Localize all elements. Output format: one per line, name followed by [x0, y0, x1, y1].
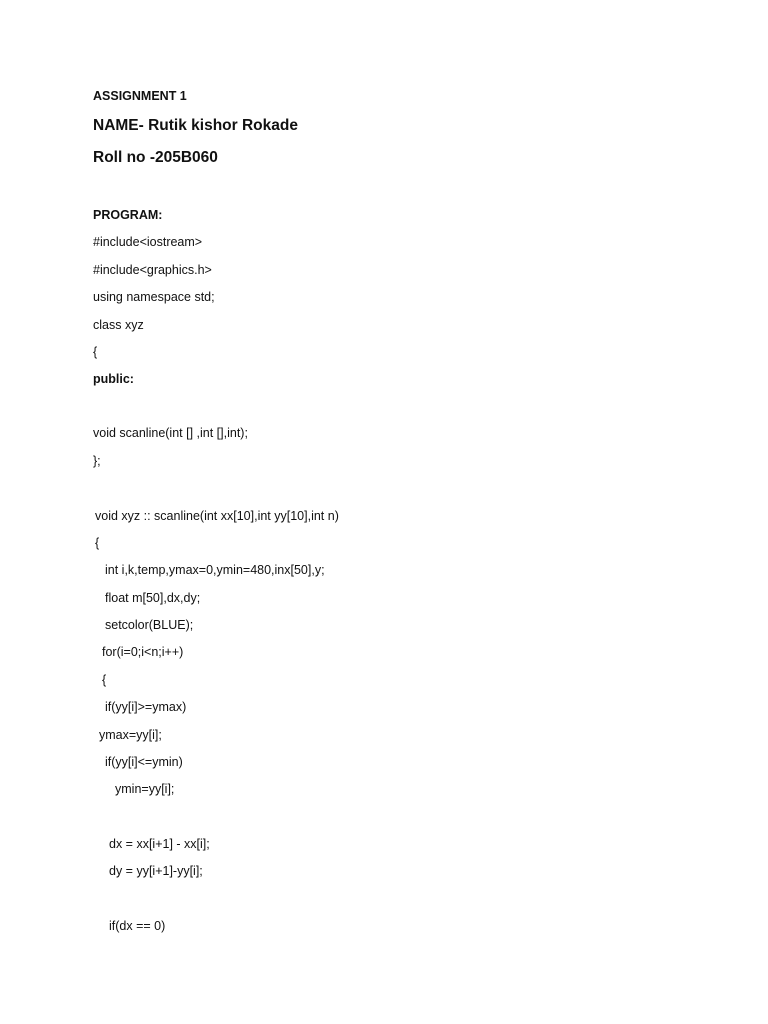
code-line: void xyz :: scanline(int xx[10],int yy[10],int n) [95, 509, 339, 523]
code-line: using namespace std; [93, 290, 215, 304]
code-line: if(yy[i]>=ymax) [105, 700, 187, 714]
program-label: PROGRAM: [93, 208, 163, 222]
code-line: dx = xx[i+1] - xx[i]; [109, 837, 210, 851]
code-line: public: [93, 372, 134, 386]
code-line: { [102, 673, 107, 687]
code-line: void scanline(int [] ,int [],int); [93, 426, 248, 440]
assignment-title: ASSIGNMENT 1 [93, 89, 187, 103]
code-line: { [95, 536, 100, 550]
code-line: if(yy[i]<=ymin) [105, 755, 183, 769]
code-line: #include<iostream> [93, 235, 203, 249]
code-line: for(i=0;i<n;i++) [102, 645, 184, 659]
code-line: dy = yy[i+1]-yy[i]; [109, 864, 203, 878]
code-line: #include<graphics.h> [93, 263, 212, 277]
code-line: if(dx == 0) [109, 919, 166, 933]
code-line: float m[50],dx,dy; [105, 591, 201, 605]
code-line: class xyz [93, 318, 144, 332]
code-line: { [93, 345, 98, 359]
code-line: int i,k,temp,ymax=0,ymin=480,inx[50],y; [105, 563, 325, 577]
roll-number: Roll no -205B060 [93, 149, 218, 166]
code-line: }; [93, 454, 101, 468]
code-line: ymax=yy[i]; [99, 728, 162, 742]
code-line: ymin=yy[i]; [115, 782, 175, 796]
code-line: setcolor(BLUE); [105, 618, 194, 632]
student-name: NAME- Rutik kishor Rokade [93, 117, 298, 134]
